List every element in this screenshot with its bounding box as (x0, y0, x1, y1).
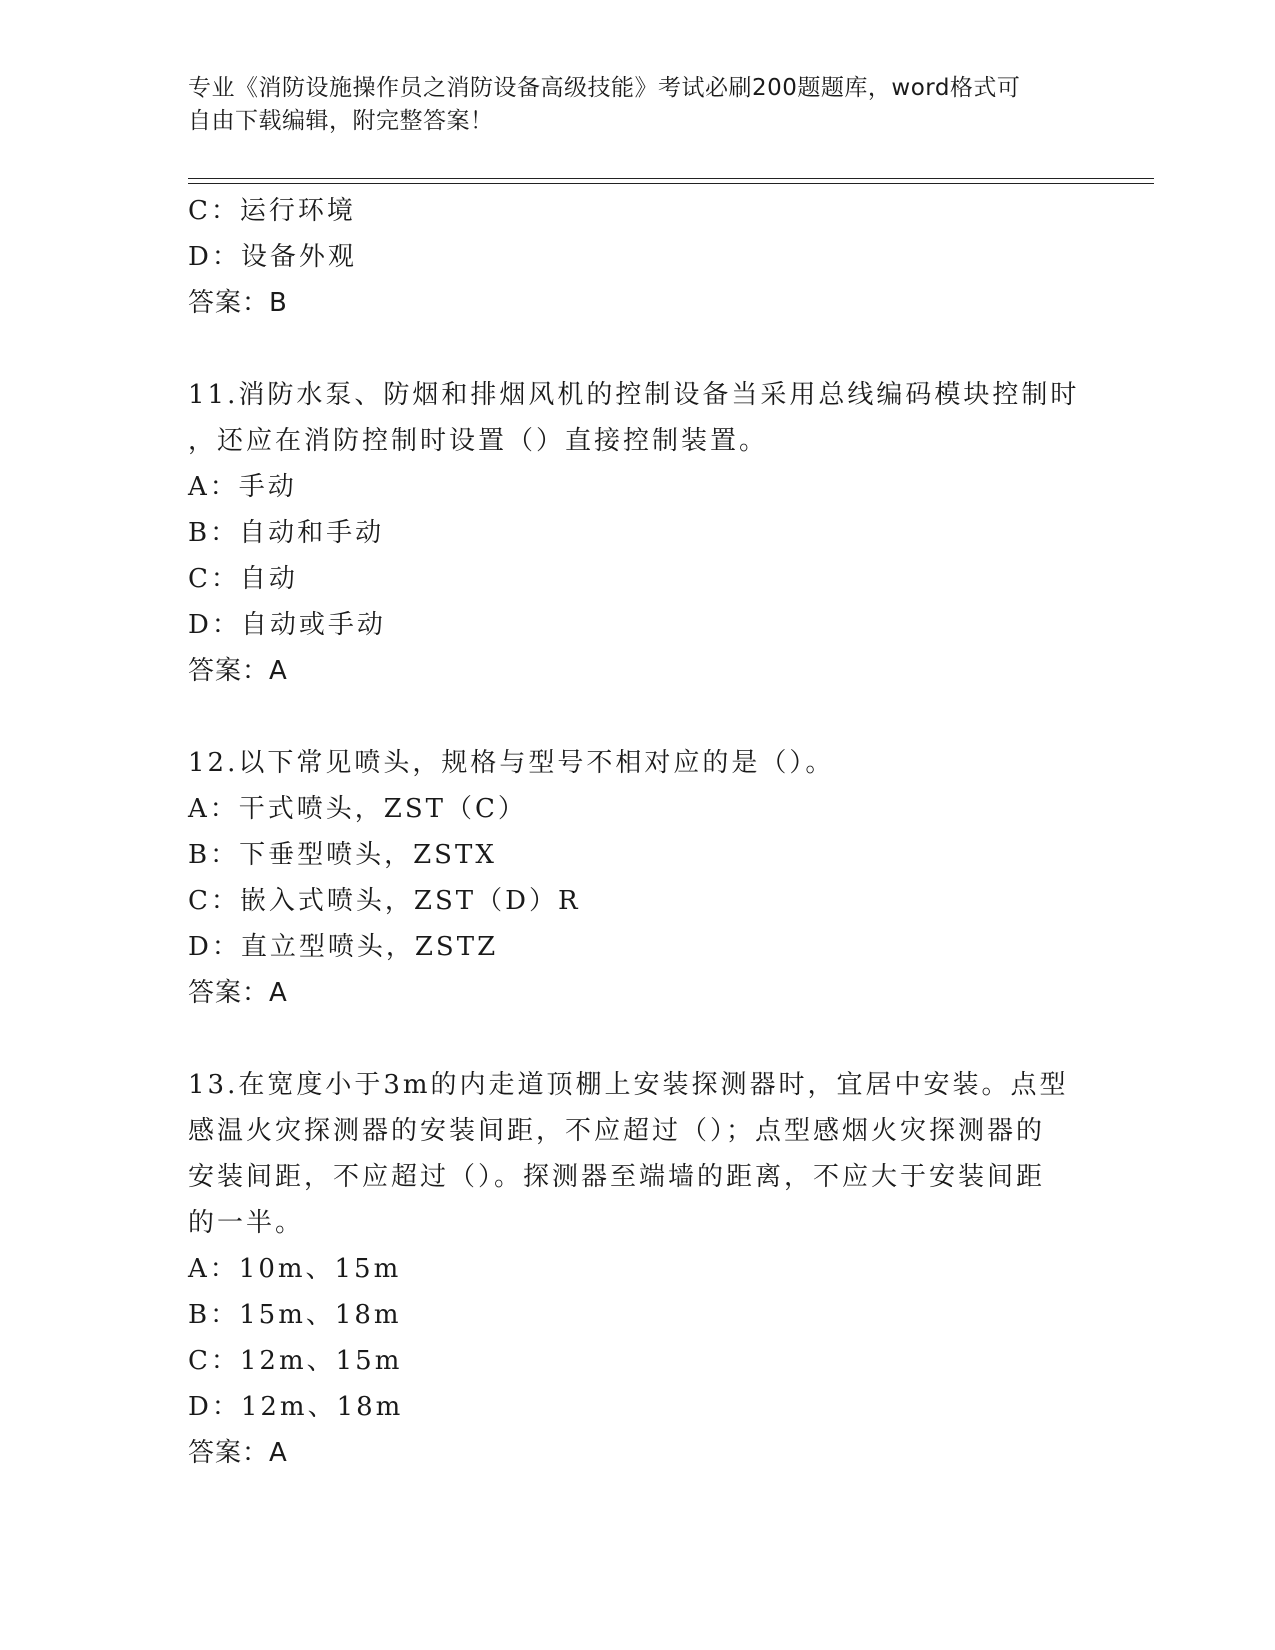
header-line-2: 自由下载编辑，附完整答案！ (188, 108, 494, 134)
question-11-block (188, 372, 1088, 694)
option-a: A：10m、15m (188, 1254, 402, 1284)
option-a: A：干式喷头，ZST（C） (188, 794, 527, 824)
question-text: 12.以下常见喷头，规格与型号不相对应的是（）。 (188, 748, 835, 778)
option-c: C：12m、15m (188, 1346, 403, 1376)
question-12-block (188, 740, 1088, 1016)
option-a: A：手动 (188, 472, 297, 502)
document-body (188, 188, 1088, 1476)
option-d: D：自动或手动 (188, 610, 386, 640)
option-c: C：自动 (188, 564, 298, 594)
answer-line: 答案：A (188, 978, 288, 1008)
spacer (188, 326, 1088, 372)
question-13-block (188, 1062, 1088, 1476)
option-b: B：下垂型喷头，ZSTX (188, 840, 497, 870)
question-text: 13.在宽度小于3m的内走道顶棚上安装探测器时，宜居中安装。点型 (188, 1070, 1069, 1100)
answer-line: 答案：A (188, 656, 288, 686)
answer-line: 答案：B (188, 288, 288, 318)
option-b: B：15m、18m (188, 1300, 402, 1330)
question-text: 的一半。 (188, 1208, 305, 1238)
question-text: ，还应在消防控制时设置（）直接控制装置。 (188, 426, 769, 456)
option-b: B：自动和手动 (188, 518, 385, 548)
question-text: 感温火灾探测器的安装间距，不应超过（）；点型感烟火灾探测器的 (188, 1116, 1046, 1146)
spacer (188, 694, 1088, 740)
option-d: D：设备外观 (188, 242, 357, 272)
spacer (188, 1016, 1088, 1062)
option-c: C：运行环境 (188, 196, 356, 226)
option-d: D：12m、18m (188, 1392, 404, 1422)
question-text: 安装间距，不应超过（）。探测器至端墙的距离，不应大于安装间距 (188, 1162, 1046, 1192)
option-c: C：嵌入式喷头，ZST（D）R (188, 886, 581, 916)
question-text: 11.消防水泵、防烟和排烟风机的控制设备当采用总线编码模块控制时 (188, 380, 1080, 410)
prev-question-block (188, 188, 1088, 326)
page-header (188, 72, 1068, 138)
header-line-1: 专业《消防设施操作员之消防设备高级技能》考试必刷200题题库，word格式可 (188, 75, 1021, 101)
answer-line: 答案：A (188, 1438, 288, 1468)
header-divider-bottom (188, 183, 1154, 184)
header-divider-top (188, 178, 1154, 179)
option-d: D：直立型喷头，ZSTZ (188, 932, 499, 962)
